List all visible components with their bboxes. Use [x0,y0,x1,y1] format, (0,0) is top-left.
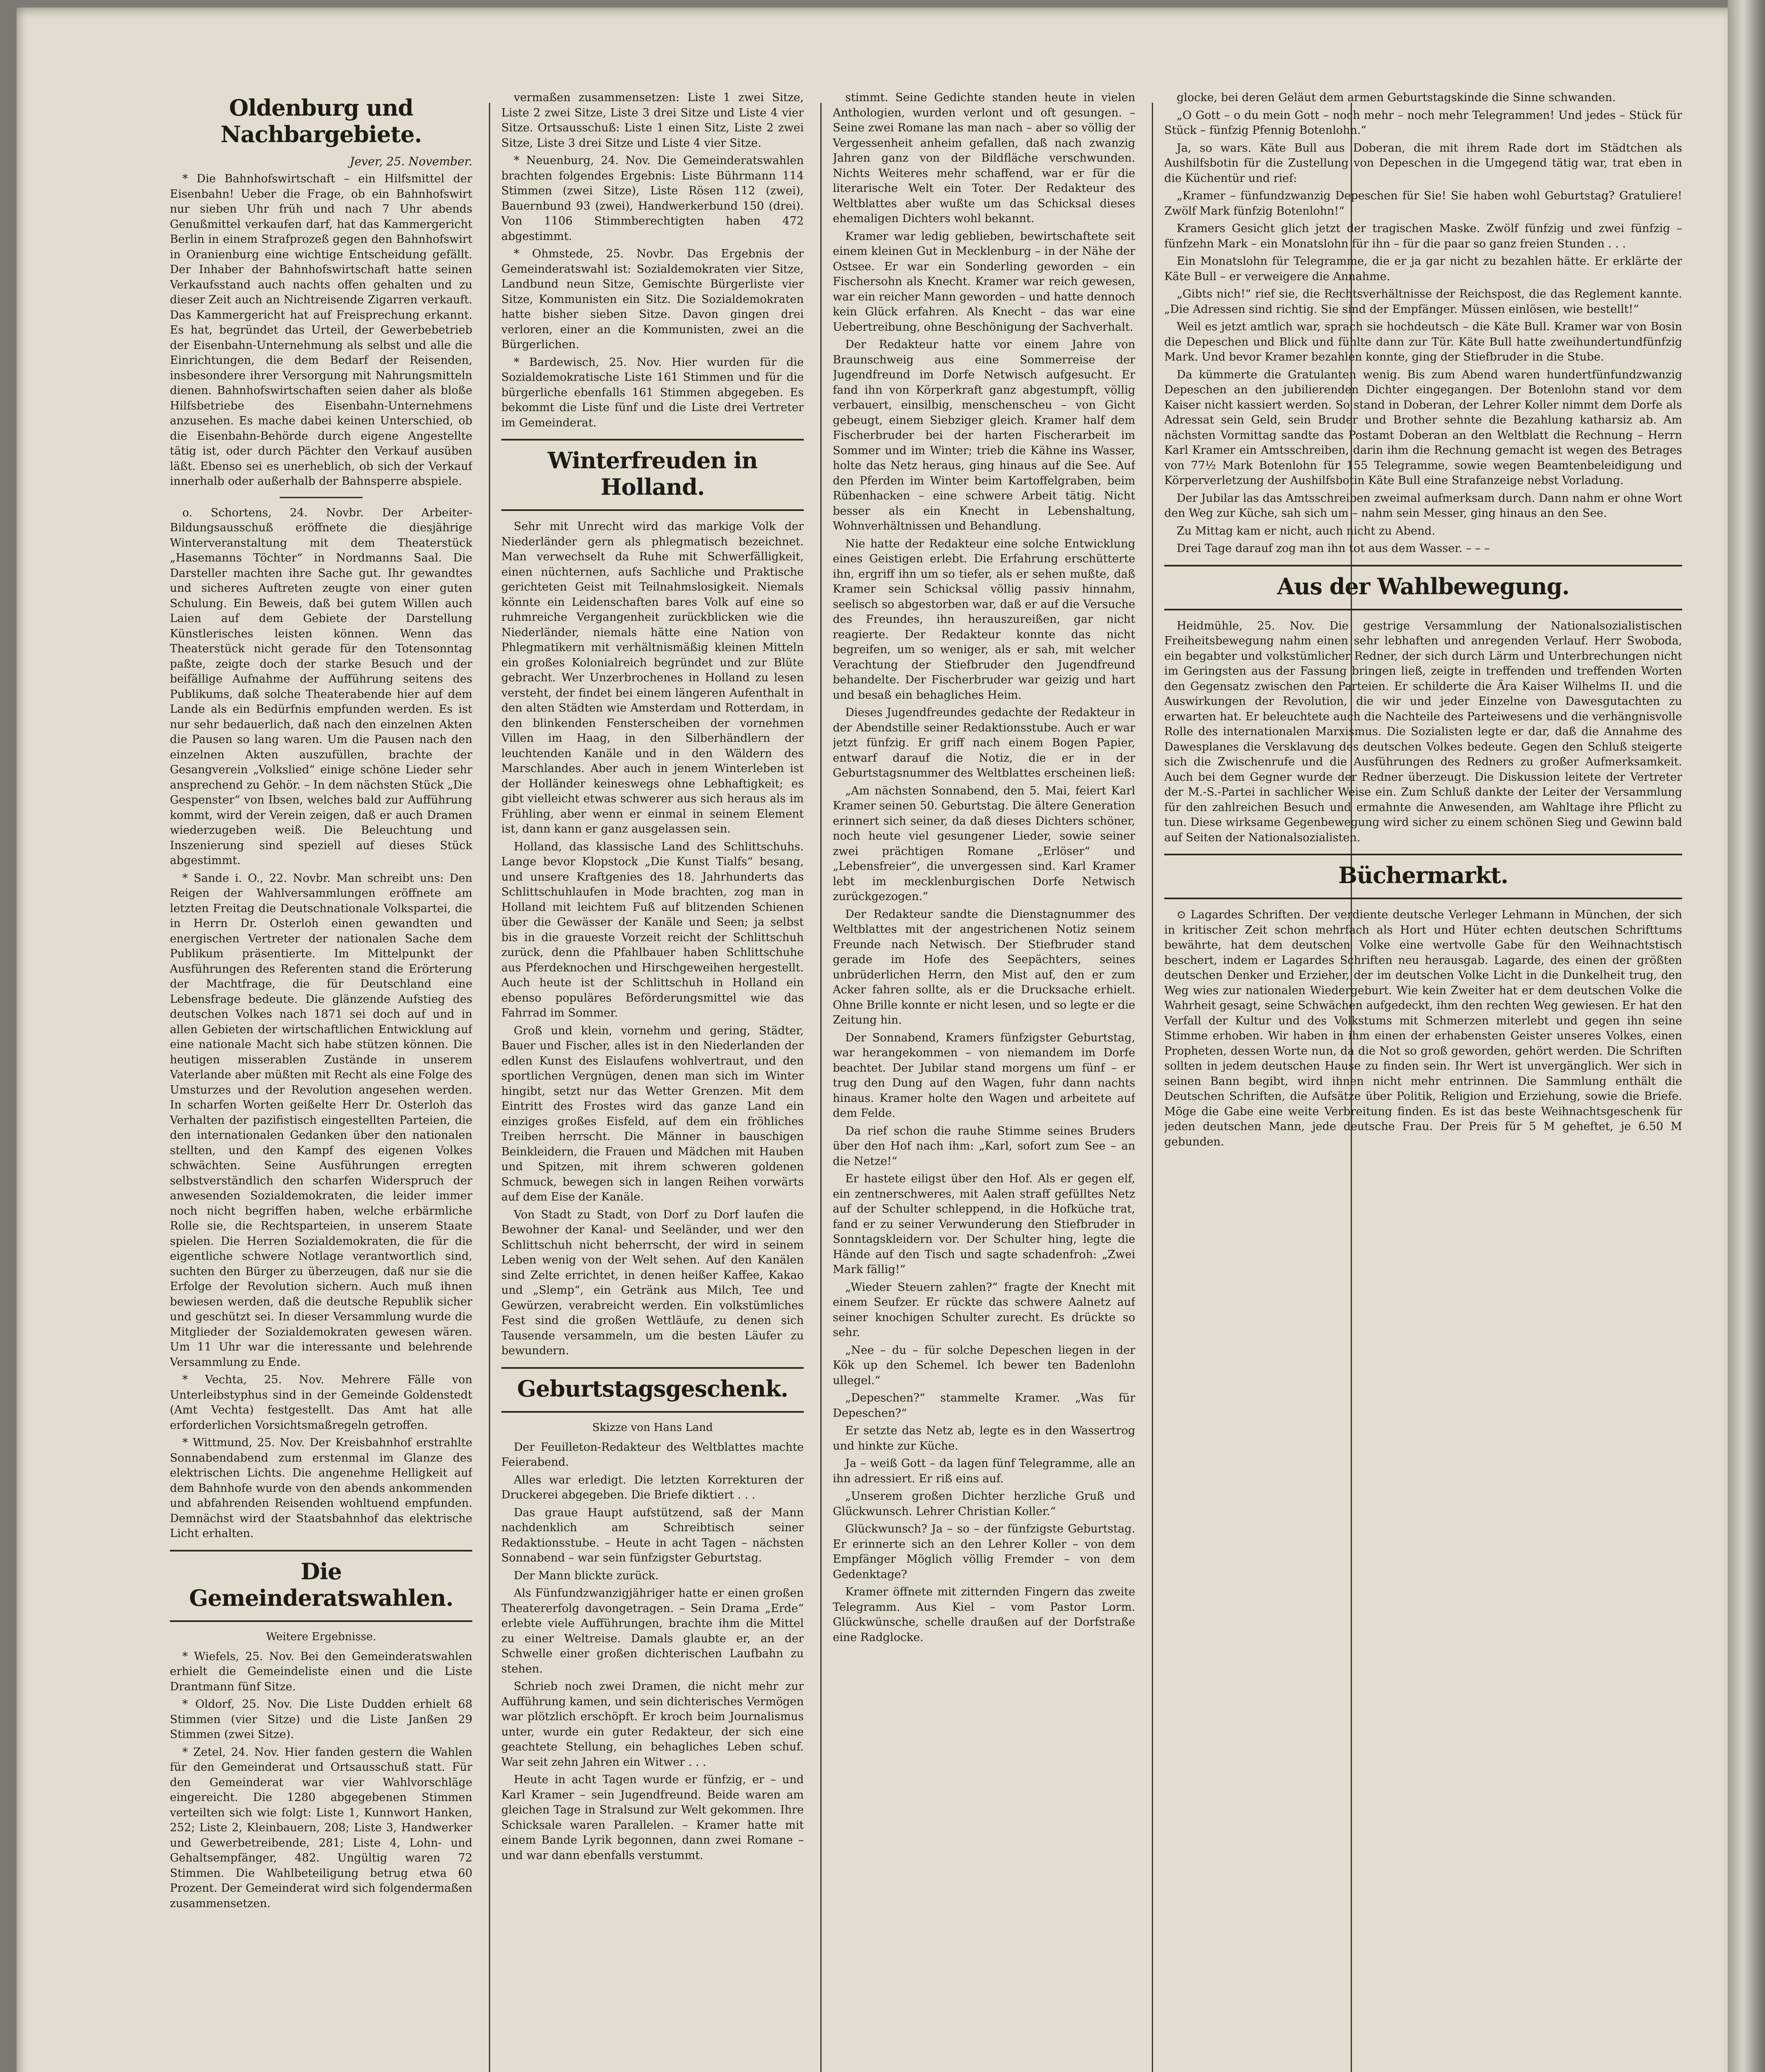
article-paragraph: Der Feuilleton-Redakteur des Weltblattes machte Feierabend. [501,1440,804,1469]
article-paragraph: * Vechta, 25. Nov. Mehrere Fälle von Unterleibstyphus sind in der Gemeinde Goldenstedt (Amt Vechta) festgestellt. Das Amt hat alle erforderlichen Vorsichtsmaßregeln getroffen. [170,1373,472,1432]
section-heading: Winterfreuden in Holland. [547,447,758,500]
article-paragraph: Kramer öffnete mit zitternden Fingern das zweite Telegramm. Aus Kiel – vom Pastor Lorm. Glückwünsche, schelle draußen auf der Dorfstraße eine Radglocke. [833,1585,1135,1644]
section-subheading: Weitere Ergebnisse. [266,1630,376,1643]
article-paragraph: * Sande i. O., 22. Novbr. Man schreibt uns: Den Reigen der Wahlversammlungen eröffnete am letzten Freitag die Deutschnationale Volkspartei, die in Herrn Dr. Osterloh einen gewandten und energischen Vertreter der nationalen Sache dem Publikum präsentierte. Im Mittelpunkt der Ausführungen des Referenten stand die Erörterung der Machtfrage, die für Deutschland eine Lebensfrage bedeute. Die glänzende Aufstieg des deutschen Volkes nach 1871 sei doch auf und in allen Gebieten der wirtschaftlichen Entwicklung auf eine nationale Macht sich habe stützen können. Die heutigen misserablen Zustände in unserem Vaterlande aber müßten mit Recht als eine Folge des Umsturzes und der Revolution angesehen werden. In scharfen Worten geißelte Herr Dr. Osterloh das Verhalten der pazifistisch eingestellten Parteien, die den internationalen Gedanken über den nationalen stellten, und den Kampf des eigenen Volkes schwächten. Seine Ausführungen erregten selbstverständlich den scharfen Widerspruch der anwesenden Sozialdemokraten, die leider immer noch nicht begriffen haben, welche erbärmliche Rolle sie, die Rechtsparteien, in unserem Staate spielen. Die Herren Sozialdemokraten, die für die eigentliche schwere Notlage verantwortlich sind, suchten den Bürger zu überzeugen, daß nur sie die Erfolge der Revolution sichern. Auch muß ihnen bewiesen werden, daß die deutsche Republik sicher und geschützt sei. In dieser Versammlung wurde die Mitglieder der Sozialdemokraten gewesen wären. Um 11 Uhr war die interessante und belehrende Versammlung zu Ende. [170,871,472,1369]
article-paragraph: Sehr mit Unrecht wird das markige Volk der Niederländer gern als phlegmatisch bezeichnet. Man verwechselt da Ruhe mit Schwerfälligkeit, einen nüchternen, aufs Sachliche und Praktische gerichteten Geist mit Teilnahmslosigkeit. Niemals könnte ein Leidenschaften bares Volk auf eine so ruhmreiche Vergangenheit zurückblicken wie die Niederländer, niemals hätte eine Nation von Phlegmatikern mit verhältnismäßig kleinen Mitteln ein großes Kolonialreich begründet und zur Blüte gebracht. Wer Unzerbrochenes in Holland zu lesen versteht, der findet bei einem längeren Aufenthalt in den alten Städten wie Amsterdam und Rotterdam, in den blinkenden Fensterscheiben der vornehmen Villen im Haag, in den Silberhändlern der leuchtenden Kanäle und in den Wäldern des Marschlandes. Aber auch in jenem Winterleben ist der Holländer keineswegs ohne Lebhaftigkeit; es gibt vielleicht etwas schwerer aus sich heraus als im Frühling, aber wenn er einmal in seinem Element ist, dann kann er ganz ausgelassen sein. [501,520,804,835]
column-1 [170,90,472,2072]
article-paragraph: * Wittmund, 25. Nov. Der Kreisbahnhof erstrahlte Sonnabendabend zum erstenmal im Glanze des elektrischen Lichts. Die angenehme Helligkeit auf dem Bahnhofe wurde von den abends ankommenden und abfahrenden Reisenden wohltuend empfunden. Demnächst wird der Staatsbahnhof das elektrische Licht erhalten. [170,1436,472,1540]
column-3 [833,90,1135,2072]
article-paragraph: Da rief schon die rauhe Stimme seines Bruders über den Hof nach ihm: „Karl, sofort zum See – an die Netze!“ [833,1124,1135,1168]
article-paragraph: Glückwunsch? Ja – so – der fünfzigste Geburtstag. Er erinnerte sich an den Lehrer Koller – von dem Empfänger Möglich völlig Fremder – von dem Gedenktage? [833,1523,1135,1581]
column-rule [489,103,490,2072]
dateline: Jever, 25. November. [350,155,472,168]
article-paragraph: * Bardewisch, 25. Nov. Hier wurden für die Sozialdemokratische Liste 161 Stimmen und für die bürgerliche ebenfalls 161 Stimmen abgegeben. Es bekommt die Liste fünf und die Liste drei Vertreter im Gemeinderat. [501,356,804,429]
article-paragraph: Der Redakteur sandte die Dienstagnummer des Weltblattes mit der angestrichenen Notiz seinem Freunde nach Netwisch. Der Stiefbruder stand gerade im Hofe des Seepächters, seines unbrüderlichen Herrn, den Mist auf, den er zum Acker fahren sollte, als er die Drucksache erhielt. Ohne Brille konnte er nicht lesen, und so legte er die Zeitung hin. [833,908,1135,1026]
article-paragraph: Von Stadt zu Stadt, von Dorf zu Dorf laufen die Bewohner der Kanal- und Seeländer, und wer den Schlittschuh nicht beherrscht, der wird in seinem Leben wenig von der Welt sehen. Auf den Kanälen sind Zelte errichtet, in denen heißer Kaffee, Kakao und „Slemp“, ein Getränk aus Milch, Tee und Gewürzen, verabreicht werden. Ein volkstümliches Fest sind die großen Wettläufe, zu denen sich Tausende versammeln, um die besten Läufer zu bewundern. [501,1208,804,1357]
article-paragraph: Der Mann blickte zurück. [514,1569,659,1582]
article-paragraph: „Gibts nich!“ rief sie, die Rechtsverhältnisse der Reichspost, die das Reglement kannte. „Die Adressen sind richtig. Sie sind der Empfänger. Müssen einlösen, wie bestellt!“ [1164,288,1682,316]
article-paragraph: * Zetel, 24. Nov. Hier fanden gestern die Wahlen für den Gemeinderat und Ortsausschuß statt. Für den Gemeinderat war vier Wahlvorschläge eingereicht. Die 1280 abgegebenen Stimmen verteilten sich wie folgt: Liste 1, Kunnwort Hanken, 252; Liste 2, Kleinbauern, 208; Liste 3, Handwerker und Gewerbetreibende, 281; Liste 4, Lohn- und Gehaltsempfänger, 482. Ungültig waren 72 Stimmen. Die Wahlbeteiligung betrug etwa 60 Prozent. Der Gemeinderat wird sich folgendermaßen zusammensetzen. [170,1745,472,1910]
article-paragraph: Heidmühle, 25. Nov. Die gestrige Versammlung der Nationalsozialistischen Freiheitsbewegung nahm einen sehr lebhaften und anregenden Verlauf. Herr Swoboda, ein begabter und volkstümlicher Redner, der sich durch Lärm und Unterbrechungen nicht im Geringsten aus der Fassung bringen ließ, zeigte in treffenden und treffenden Worten den Gegensatz zwischen den Parteien. Er schilderte die Ära Kaiser Wilhelms II. und die Auswirkungen der Revolution, die wir und jeder Einzelne von Dawesgutachten zu erwarten hat. Er beleuchtete auch die Nachteile des Parteiwesens und die verhängnisvolle Rolle des internationalen Marxismus. Die Sozialisten legte er dar, daß die Annahme des Dawesplanes die Versklavung des deutschen Volkes bedeute. Gegen den Schluß steigerte sich die Zwischenrufe und die Ausführungen des Redners zu großer Aufmerksamkeit. Auch bei dem Gegner wurde der Redner überzeugt. Die Diskussion leitete der Vertreter der M.-S.-Partei in sachlicher Weise ein. Zum Schluß dankte der Leiter der Versammlung für den zahlreichen Besuch und ermahnte die Anwesenden, am Wahltage ihre Pflicht zu tun. Diese wirksame Gegenbewegung wird sicher zu einem schönen Sieg und Gewinn bald auf Seiten der Nationalsozialisten. [1164,619,1682,844]
section-heading: Die Gemeinderatswahlen. [189,1558,453,1611]
article-paragraph: ⊙ Lagardes Schriften. Der verdiente deutsche Verleger Lehmann in München, der sich in kritischer Zeit schon mehrfach als Hort und Hüter echten deutschen Schrifttums bewährte, hat dem deutschen Volke eine wertvolle Gabe für den Weihnachtstisch beschert, indem er Lagardes Schriften neu herausgab. Lagarde, des einen der größten deutschen Denker und Erzieher, der im deutschen Volke Licht in die Dunkelheit trug, den Weg wies zur nationalen Wiedergeburt. Wie kein Zweiter hat er dem deutschen Volke die Wahrheit gesagt, seine Schwächen aufgedeckt, ihm den rechten Weg gewiesen. Er hat den Verfall der Kultur und des Volkstums mit Schmerzen miterlebt und gegen ihn seine Stimme erhoben. Wir haben in ihm einen der erhabensten Geister unseres Volkes, einen Propheten, dessen Worte nun, da die Not so groß geworden, gehört werden. Die Schriften sollten in jedem deutschen Hause zu finden sein. Ihr Wert ist unvergänglich. Wer sich in seinen Bann begibt, wird ihnen nicht mehr entrinnen. Die Sammlung enthält die Deutschen Schriften, die Aufsätze über Politik, Religion und Erziehung, sowie die Briefe. Möge die Gabe eine weite Verbreitung finden. Es ist das beste Weihnachtsgeschenk für jeden deutschen Mann, jede deutsche Frau. Der Preis für 5 M geheftet, je 6.50 M gebunden. [1164,908,1682,1148]
column-rule [820,103,822,2072]
article-paragraph: Ja, so wars. Käte Bull aus Doberan, die mit ihrem Rade dort im Städtchen als Aushilfsbotin für die Zustellung von Depeschen in die Umgegend tätig war, trat eben in die Küchentür und rief: [1164,141,1682,185]
article-paragraph: * Die Bahnhofswirtschaft – ein Hilfsmittel der Eisenbahn! Ueber die Frage, ob ein Bahnhofswirt nur sieben Uhr früh und nach 7 Uhr abends Genußmittel verkaufen darf, hat das Kammergericht Berlin in einem Strafprozeß gegen den Bahnhofswirt in Oranienburg eine wichtige Entscheidung gefällt. Der Inhaber der Bahnhofswirtschaft hatte seinen Verkaufsstand auch nachts offen gehalten und zu dieser Zeit auch an Nichtreisende Zigarren verkauft. Das Kammergericht hat auf Freisprechung erkannt. Es hat, begründet das Urteil, der Gewerbebetrieb der Eisenbahn-Unternehmung als selbst und alle die Einrichtungen, die dem Bedarf der Reisenden, insbesondere ihrer Versorgung mit Nahrungsmitteln dienen. Bahnhofswirtschaften seien daher als bloße Hilfsbetriebe des Eisenbahn-Unternehmens anzusehen. Es mache dabei keinen Unterschied, ob die Eisenbahn-Behörde durch eigene Angestellte tätig ist, oder durch Pächter den Verkauf ausüben läßt. Ebenso sei es unerheblich, ob sich der Verkauf innerhalb oder außerhalb der Bahnsperre abspiele. [170,172,472,488]
article-paragraph: Der Sonnabend, Kramers fünfzigster Geburtstag, war herangekommen – von niemandem im Dorfe beachtet. Der Jubilar stand morgens um fünf – er trug den Dung auf den Wagen, fuhr dann nachts hinaus. Kramer holte den Wagen und arbeitete auf dem Felde. [833,1031,1135,1120]
article-paragraph: Groß und klein, vornehm und gering, Städter, Bauer und Fischer, alles ist in den Niederlanden der edlen Kunst des Eislaufens wohlvertraut, und den sportlichen Vergnügen, denen man sich im Winter hingibt, setzt nur das Wetter Grenzen. Mit dem Eintritt des Frostes wird das ganze Land ein einziges großes Eisfeld, auf dem ein fröhliches Treiben herrscht. Die Männer in bauschigen Beinkleidern, die Frauen und Mädchen mit Hauben und Spitzen, mit ihrem schweren goldenen Schmuck, bewegen sich in langen Reihen vorwärts auf dem Eise der Kanäle. [501,1024,804,1203]
section-box [1164,565,1682,610]
article-paragraph: Alles war erledigt. Die letzten Korrekturen der Druckerei abgegeben. Die Briefe diktiert . . . [501,1473,804,1501]
article-paragraph: Er setzte das Netz ab, legte es in den Wassertrog und hinkte zur Küche. [833,1424,1135,1452]
article-paragraph: Er hastete eiligst über den Hof. Als er gegen elf, ein zentnerschweres, mit Aalen straff gefülltes Netz auf der Schulter schleppend, in die Hofküche trat, fand er zu seiner Verwunderung den Stiefbruder in Sonntagskleidern vor. Der Schulter hing, legte die Hände auf den Tisch und sagte schadenfroh: „Zwei Mark fällig!“ [833,1172,1135,1276]
article-paragraph: * Neuenburg, 24. Nov. Die Gemeinderatswahlen brachten folgendes Ergebnis: Liste Bührmann 114 Stimmen (zwei Sitze), Liste Rösen 112 (zwei), Bauernbund 93 (zwei), Handwerkerbund 150 (drei). Von 1106 Stimmberechtigten haben 472 abgestimmt. [501,154,804,243]
section-subheading: Skizze von Hans Land [592,1421,713,1434]
section-box [501,1367,804,1413]
article-paragraph: * Ohmstede, 25. Novbr. Das Ergebnis der Gemeinderatswahl ist: Sozialdemokraten vier Sitze, Landbund neun Sitze, Gemischte Bürgerliste vier Sitze, Kommunisten ein Sitz. Die Sozialdemokraten hatte bisher sieben Sitze. Davon gingen drei verloren, einer an die Kommunisten, zwei an die Bürgerlichen. [501,247,804,351]
article-paragraph: Kramers Gesicht glich jetzt der tragischen Maske. Zwölf fünfzig und zwei fünfzig – fünfzehn Mark – ein Monatslohn für ihn – für die paar so ganz freien Stunden . . . [1164,222,1682,250]
article-paragraph: stimmt. Seine Gedichte standen heute in vielen Anthologien, wurden verlont und oft gesungen. – Seine zwei Romane las man nach – aber so völlig der Vergessenheit anheim gefallen, daß nach zwanzig Jahren ganz von der Bildfläche verschwunden. Nichts Weiteres mehr schaffend, war er für die literarische Welt ein Toter. Der Redakteur des Weltblattes aber wußte um das Schicksal dieses ehemaligen Dichters wohl bekannt. [833,91,1135,225]
article-paragraph: Ja – weiß Gott – da lagen fünf Telegramme, alle an ihn adressiert. Er riß eins auf. [833,1457,1135,1485]
article-paragraph: Kramer war ledig geblieben, bewirtschaftete seit einem kleinen Gut in Mecklenburg – in der Nähe der Ostsee. Er war ein Sonderling geworden – ein Fischersohn als Knecht. Kramer war reich gewesen, war ein reicher Mann geworden – und hatte dennoch kein Glück erfahren. Als Knecht – das war eine Uebertreibung, ohne Beschönigung der Sachverhalt. [833,230,1135,334]
column-4 [1164,90,1682,2072]
article-paragraph: Zu Mittag kam er nicht, auch nicht zu Abend. [1177,524,1436,537]
section-box [170,1550,472,1622]
column-rule [1152,103,1153,2072]
section-heading: Oldenburg und Nachbargebiete. [220,94,422,148]
article-paragraph: Nie hatte der Redakteur eine solche Entwicklung eines Geistigen erlebt. Die Erfahrung erschütterte ihn, ergriff ihn um so tiefer, als er sehen mußte, daß Kramer sein Schicksal völlig passiv hinnahm, seelisch so abgestorben war, daß er auf die Versuche des Freundes, ihn herauszureißen, gar nicht reagierte. Der Redakteur konnte das nicht begreifen, um so weniger, als er sah, mit welcher Verachtung der Stiefbruder den Jugendfreund behandelte. Der Fischerbruder war geizig und hart und besaß ein behagliches Heim. [833,537,1135,702]
article-paragraph: „Nee – du – für solche Depeschen liegen in der Kök up den Schemel. Ich bewer ten Badenlohn ullegel.“ [833,1343,1135,1387]
article-paragraph: „O Gott – o du mein Gott – noch mehr – noch mehr Telegrammen! Und jedes – Stück für Stück – fünfzig Pfennig Botenlohn.“ [1164,109,1682,137]
article-paragraph: Holland, das klassische Land des Schlittschuhs. Lange bevor Klopstock „Die Kunst Tialfs“ besang, und unsere Kraftgenies des 18. Jahrhunderts das Schlittschuhlaufen in Mode brachten, zog man in Holland mit leichtem Fuß auf blitzenden Schienen über die Gewässer der Kanäle und Seen; ja selbst bis in die graueste Vorzeit reicht der Schlittschuh zurück, denn die Pfahlbauer haben Schlittschuhe aus Pferdeknochen und Hirschgeweihen hergestellt. Auch heute ist der Schlittschuh in Holland ein ebenso populäres Beförderungsmittel wie das Fahrrad im Sommer. [501,840,804,1019]
article-paragraph: „Am nächsten Sonnabend, den 5. Mai, feiert Karl Kramer seinen 50. Geburtstag. Die ältere Generation erinnert sich seiner, da daß dieses Dichters schöner, noch heute viel gesungener Lieder, sowie seiner zwei prächtigen Romane „Erlöser“ und „Lebensfreier“, die unvergessen sind. Karl Kramer lebt im mecklenburgischen Dorfe Netwisch zurückgezogen.“ [833,784,1135,903]
column-2 [501,90,804,2072]
article-paragraph: * Wiefels, 25. Nov. Bei den Gemeinderatswahlen erhielt die Gemeindeliste einen und die Liste Drantmann fünf Sitze. [170,1650,472,1693]
article-paragraph: Ein Monatslohn für Telegramme, die er ja gar nicht zu bezahlen hätte. Er erklärte der Käte Bull – er verweigere die Annahme. [1164,255,1682,283]
article-paragraph: Der Redakteur hatte vor einem Jahre von Braunschweig aus eine Sommerreise der Jugendfreund im Dorfe Netwisch aufgesucht. Er fand ihn von Körperkraft ganz abgestumpft, völlig verbauert, einsilbig, menschenscheu – von Gicht gebeugt, einem Siebziger gleich. Kramer half dem Fischerbruder bei der harten Fischerarbeit im Sommer und im Winter; trieb die Kähne ins Wasser, holte das Netz heraus, ging hinaus auf die See. Auf den Pferden im Winter beim Kartoffelgraben, beim Rübenhacken – eine schwere Arbeit tätig. Nicht besser als ein Knecht in Lebenshaltung, Wohnverhältnissen und Behandlung. [833,338,1135,533]
section-heading: Aus der Wahlbewegung. [1277,573,1569,600]
article-paragraph: vermaßen zusammensetzen: Liste 1 zwei Sitze, Liste 2 zwei Sitze, Liste 3 drei Sitze und Liste 4 vier Sitze. Ortsausschuß: Liste 1 einen Sitz, Liste 2 zwei Sitze, Liste 3 drei Sitze und Liste 4 vier Sitze. [501,91,804,150]
article-paragraph: „Unserem großen Dichter herzliche Gruß und Glückwunsch. Lehrer Christian Koller.“ [833,1490,1135,1518]
article-paragraph: Das graue Haupt aufstützend, saß der Mann nachdenklich am Schreibtisch seiner Redaktionsstube. – Heute in acht Tagen – nächsten Sonnabend – war sein fünfzigster Geburtstag. [501,1506,804,1564]
article-paragraph: „Wieder Steuern zahlen?“ fragte der Knecht mit einem Seufzer. Er rückte das schwere Aalnetz auf seiner knochigen Schulter zurecht. Es drückte so sehr. [833,1280,1135,1339]
article-paragraph: Dieses Jugendfreundes gedachte der Redakteur in der Abendstille seiner Redaktionsstube. Auch er war jetzt fünfzig. Er griff nach einem Bogen Papier, entwarf darauf die Notiz, die er in der Geburtstagsnummer des Weltblattes erscheinen ließ: [833,706,1135,779]
article-paragraph: Drei Tage darauf zog man ihn tot aus dem Wasser. – – – [1177,542,1490,555]
article-paragraph: * Oldorf, 25. Nov. Die Liste Dudden erhielt 68 Stimmen (vier Sitze) und die Liste Janßen 29 Stimmen (zwei Sitze). [170,1698,472,1741]
article-paragraph: Da kümmerte die Gratulanten wenig. Bis zum Abend waren hundertfünfundzwanzig Depeschen an den jubilierenden Dichter eingegangen. Der Botenlohn stand vor dem Kaiser nicht kassiert werden. So stand in Doberan, der Lehrer Koller nimmt dem Dorfe als Adressat sein Geld, sein Bruder und Brother sehnte die Bezahlung katharsiz ab. Am nächsten Vormittag sandte das Postamt Doberan an den Weltblatt die Rechnung – Herrn Karl Kramer ein Amtsschreiben, darin ihm die Rechnung gemacht ist wegen des Betrages von 77½ Mark Botenlohn für 155 Telegramme, sowie wegen Beamtenbeleidigung und Körperverletzung der Aushilfsbotin Käte Bull eine Strafanzeige nebst Vorladung. [1164,368,1682,487]
section-heading: Büchermarkt. [1338,862,1508,888]
article-paragraph: o. Schortens, 24. Novbr. Der Arbeiter-Bildungsausschuß eröffnete die diesjährige Winterveranstaltung mit dem Theaterstück „Hasemanns Töchter“ in Nordmanns Saal. Die Darsteller machten ihre Sache gut. Ihr gewandtes und sicheres Auftreten zeugte von einer guten Schulung. Ein Beweis, daß bei gutem Willen auch Laien auf dem Gebiete der Darstellung Künstlerisches leisten können. Wenn das Theaterstück nicht gerade für den Totensonntag paßte, zeigte doch der starke Besuch und der beifällige Aufnahme der Aufführung seitens des Publikums, daß solche Theaterabende hier auf dem Lande als ein Bedürfnis empfunden werden. Es ist nur sehr bedauerlich, daß nach den einzelnen Akten die Pausen so lang waren. Um die Pausen nach den einzelnen Akten auszufüllen, brachte der Gesangverein „Volkslied“ einige schöne Lieder sehr ansprechend zu Gehör. – In dem nächsten Stück „Die Gespenster“ von Ibsen, welches bald zur Aufführung kommt, wird der Verein zeigen, daß er auch Dramen wiederzugeben weiß. Die Beleuchtung und Inszenierung sind speziell auf dieses Stück abgestimmt. [170,506,472,867]
article-paragraph: glocke, bei deren Geläut dem armen Geburtstagskinde die Sinne schwanden. [1177,91,1616,104]
newspaper-page [17,7,1736,2072]
article-paragraph: Der Jubilar las das Amtsschreiben zweimal aufmerksam durch. Dann nahm er ohne Wort den Weg zur Küche, sah sich um – nahm sein Messer, ging hinaus an den See. [1164,491,1682,520]
section-box [501,439,804,511]
article-paragraph: „Kramer – fünfundzwanzig Depeschen für Sie! Sie haben wohl Geburtstag? Gratuliere! Zwölf Mark fünfzig Botenlohn!“ [1164,189,1682,218]
section-heading: Geburtstagsgeschenk. [517,1375,788,1402]
separator [280,497,363,498]
article-paragraph: Heute in acht Tagen wurde er fünfzig, er – und Karl Kramer – sein Jugendfreund. Beide waren am gleichen Tage in Stralsund zur Welt gekommen. Ihre Schicksale waren Parallelen. – Kramer hatte mit einem Bande Lyrik begonnen, dann zwei Romane – und war dann ebenfalls verstummt. [501,1773,804,1862]
article-paragraph: Weil es jetzt amtlich war, sprach sie hochdeutsch – die Käte Bull. Kramer war von Bosin die Depeschen und Blick und fühlte dann zur Tür. Käte Bull hatte zweihundertundfünfzig Mark. Und bevor Kramer bezahlen konnte, ging der Stiefbruder in die Stube. [1164,320,1682,363]
section-box [1164,854,1682,899]
article-paragraph: „Depeschen?“ stammelte Kramer. „Was für Depeschen?“ [833,1392,1135,1420]
article-paragraph: Als Fünfundzwanzigjähriger hatte er einen großen Theatererfolg davongetragen. – Sein Drama „Erde“ erlebte viele Aufführungen, brachte ihm die Mittel zu einer Weltreise. Damals glaubte er, an der Schwelle einer großen dichterischen Laufbahn zu stehen. [501,1587,804,1675]
page-binding [1728,0,1765,2072]
article-paragraph: Schrieb noch zwei Dramen, die nicht mehr zur Aufführung kamen, und sein dichterisches Vermögen war plötzlich erschöpft. Er kroch beim Journalismus unter, wurde ein guter Redakteur, der sich eine geachtete Stellung, ein behagliches Leben schuf. War seit zehn Jahren ein Witwer . . . [501,1680,804,1769]
